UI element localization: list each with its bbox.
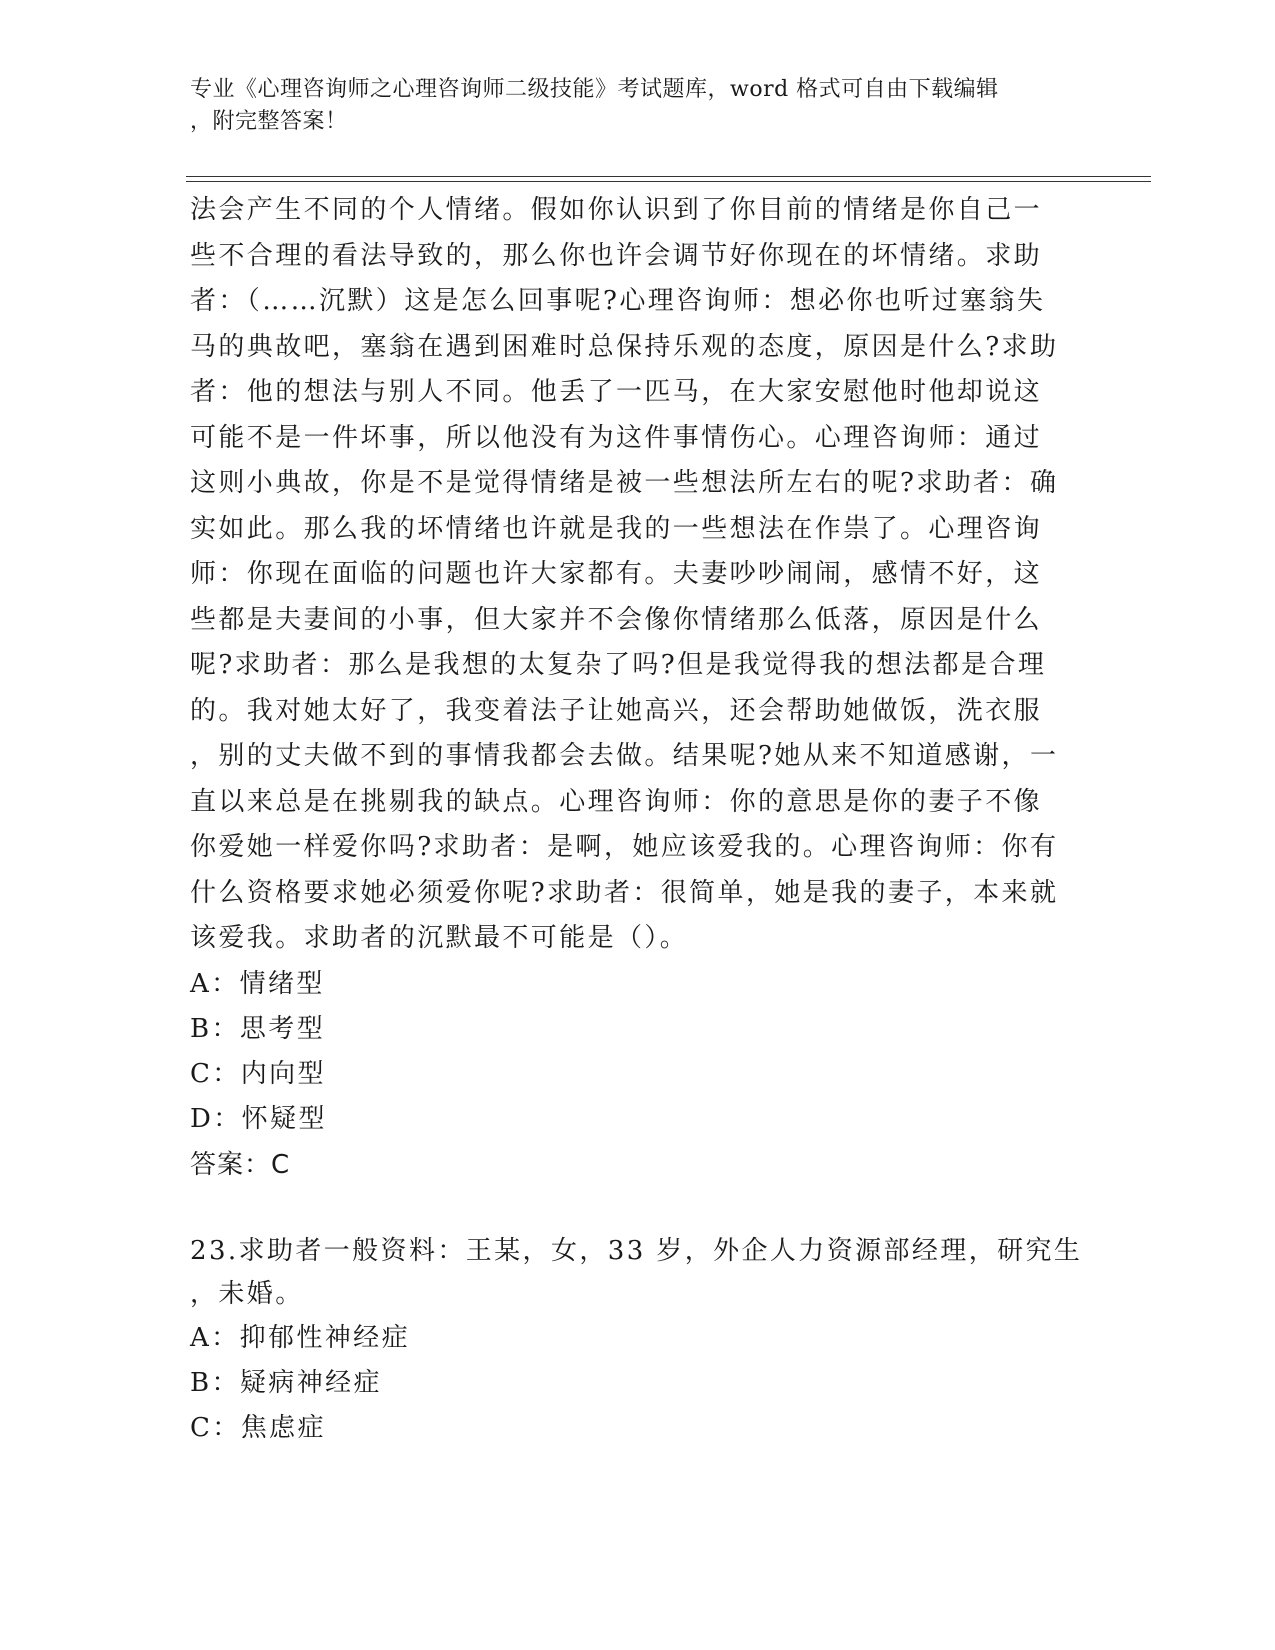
header-line-2: ，附完整答案！ xyxy=(190,109,348,134)
question-text-line: 些不合理的看法导致的，那么你也许会调节好你现在的坏情绪。求助 xyxy=(190,240,1043,271)
question-23 xyxy=(190,1230,1090,1451)
page-header xyxy=(190,74,1070,138)
question-text-line: ，别的丈夫做不到的事情我都会去做。结果呢?她从来不知道感谢，一 xyxy=(190,741,1059,771)
question-22 xyxy=(190,188,1090,1188)
question-text-line: 23.求助者一般资料：王某，女，33 岁，外企人力资源部经理，研究生 xyxy=(190,1235,1083,1266)
option-b: B：疑病神经症 xyxy=(190,1367,382,1398)
header-divider xyxy=(186,176,1151,182)
question-text-line: 这则小典故，你是不是觉得情绪是被一些想法所左右的呢?求助者：确 xyxy=(190,468,1059,498)
answer-label: 答案：C xyxy=(190,1149,291,1180)
question-text-line: 你爱她一样爱你吗?求助者：是啊，她应该爱我的。心理咨询师：你有 xyxy=(190,832,1059,862)
document-body xyxy=(190,188,1090,1451)
option-c: C：焦虑症 xyxy=(190,1412,326,1443)
question-text-line: 可能不是一件坏事，所以他没有为这件事情伤心。心理咨询师：通过 xyxy=(190,422,1043,453)
question-text-line: 师：你现在面临的问题也许大家都有。夫妻吵吵闹闹，感情不好，这 xyxy=(190,559,1043,589)
option-c: C：内向型 xyxy=(190,1058,326,1089)
question-text-line: 直以来总是在挑剔我的缺点。心理咨询师：你的意思是你的妻子不像 xyxy=(190,786,1043,817)
question-text-line: 法会产生不同的个人情绪。假如你认识到了你目前的情绪是你自己一 xyxy=(190,195,1043,225)
question-text-line: 马的典故吧，塞翁在遇到困难时总保持乐观的态度，原因是什么?求助 xyxy=(190,331,1059,362)
question-text-line: 什么资格要求她必须爱你呢?求助者：很简单，她是我的妻子，本来就 xyxy=(190,877,1059,908)
option-d: D：怀疑型 xyxy=(190,1103,327,1134)
question-text-line: ，未婚。 xyxy=(190,1278,304,1309)
spacer xyxy=(190,1188,1090,1230)
question-text-line: 实如此。那么我的坏情绪也许就是我的一些想法在作祟了。心理咨询 xyxy=(190,513,1043,544)
question-text-line: 该爱我。求助者的沉默最不可能是（）。 xyxy=(190,923,689,953)
header-line-1: 专业《心理咨询师之心理咨询师二级技能》考试题库，word 格式可自由下载编辑 xyxy=(190,77,999,102)
option-a: A：情绪型 xyxy=(190,968,325,999)
question-text-line: 呢?求助者：那么是我想的太复杂了吗?但是我觉得我的想法都是合理 xyxy=(190,650,1047,680)
question-text-line: 者：他的想法与别人不同。他丢了一匹马，在大家安慰他时他却说这 xyxy=(190,377,1043,407)
option-b: B：思考型 xyxy=(190,1013,326,1044)
option-a: A：抑郁性神经症 xyxy=(190,1322,410,1353)
question-text-line: 的。我对她太好了，我变着法子让她高兴，还会帮助她做饭，洗衣服 xyxy=(190,695,1043,726)
question-text-line: 些都是夫妻间的小事，但大家并不会像你情绪那么低落，原因是什么 xyxy=(190,604,1043,635)
question-text-line: 者：（……沉默）这是怎么回事呢?心理咨询师：想必你也听过塞翁失 xyxy=(190,286,1046,316)
